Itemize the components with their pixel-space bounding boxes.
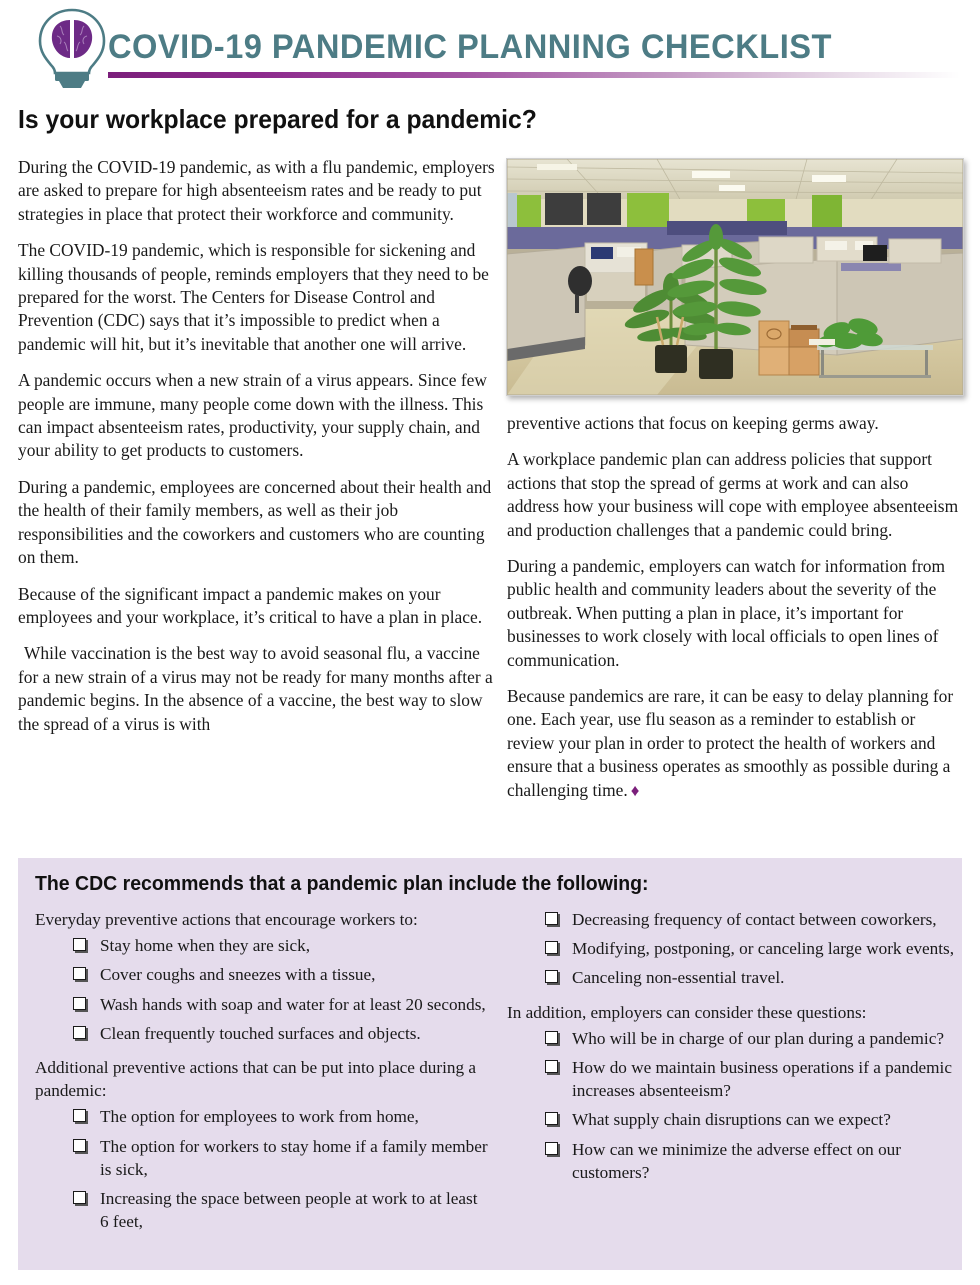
list-item-label: Who will be in charge of our plan during a pandemic? — [572, 1028, 944, 1048]
paragraph: preventive actions that focus on keeping germs away. — [507, 413, 879, 433]
checklist-workplace-measures — [507, 908, 955, 990]
list-item[interactable] — [545, 1056, 955, 1102]
list-item[interactable] — [73, 1022, 490, 1045]
cdc-recommendations-panel — [18, 858, 962, 1270]
paragraph-with-end-mark — [507, 685, 962, 802]
checkbox-icon[interactable] — [73, 1191, 86, 1204]
paragraph: The COVID-19 pandemic, which is responsible for sickening and killing thousands of people, reminds employers that they need to be prepared for the worst. The Centers for Disease Control and Prevention (CDC) says that it’s impossible to predict when a pandemic will hit, but it’s inevitable that another one will arrive. — [18, 240, 489, 354]
paragraph: Because of the significant impact a pandemic makes on your employees and your workplace, it’s critical to have a plan in place. — [18, 583, 483, 627]
checkbox-icon[interactable] — [545, 1112, 558, 1125]
checkbox-icon[interactable] — [545, 912, 558, 925]
list-item-label: How do we maintain business operations if a pandemic increases absenteeism? — [572, 1058, 952, 1101]
list-item-label: How can we minimize the adverse effect on our customers? — [572, 1139, 901, 1182]
paragraph: During a pandemic, employers can watch for information from public health and community leaders about the severity of the outbreak. When putting a plan in place, it’s important for businesses to work closely with local officials to open lines of communication. — [507, 556, 946, 670]
panel-lead-text: In addition, employers can consider these questions: — [507, 1002, 867, 1022]
list-item[interactable] — [73, 1135, 490, 1181]
masthead — [0, 0, 980, 96]
paragraph: During a pandemic, employees are concerned about their health and the health of their family members, as well as their job responsibilities and the coworkers and customers who are counting on them. — [18, 476, 492, 568]
checklist-additional-actions — [35, 1105, 490, 1233]
checkbox-icon[interactable] — [73, 997, 86, 1010]
checkbox-icon[interactable] — [73, 938, 86, 951]
list-item-label: Increasing the space between people at work to at least 6 feet, — [100, 1189, 478, 1232]
checkbox-icon[interactable] — [73, 1109, 86, 1122]
list-item[interactable] — [545, 966, 955, 989]
list-item-label: The option for workers to stay home if a family member is sick, — [100, 1136, 488, 1179]
office-cubicles-photo — [506, 158, 964, 396]
checkbox-icon[interactable] — [545, 1060, 558, 1073]
paragraph: During the COVID-19 pandemic, as with a flu pandemic, employers are asked to prepare for high absenteeism rates and be ready to put strategies in place that protect their workforce and community. — [18, 157, 495, 224]
article-left-column — [18, 156, 496, 736]
panel-left-column — [35, 908, 490, 1239]
list-item-label: Clean frequently touched surfaces and objects. — [100, 1023, 421, 1043]
panel-right-column — [507, 908, 955, 1190]
list-item[interactable] — [73, 993, 490, 1016]
list-item[interactable] — [545, 1108, 955, 1131]
checkbox-icon[interactable] — [73, 967, 86, 980]
end-of-article-diamond-icon: ♦ — [630, 780, 640, 800]
paragraph: A workplace pandemic plan can address policies that support actions that stop the spread of germs at work and can also address how your business will cope with employee absenteeism and production challenges that a pandemic could bring. — [507, 449, 959, 540]
list-item-label: Decreasing frequency of contact between coworkers, — [572, 910, 937, 929]
list-item-label: The option for employees to work from home, — [100, 1107, 419, 1127]
checkbox-icon[interactable] — [545, 970, 558, 983]
list-item[interactable] — [73, 1187, 490, 1233]
paragraph: While vaccination is the best way to avoid seasonal flu, a vaccine for a new strain of a virus may not be ready for many months after a pandemic begins. In the absence of a vaccine, the best way to slow the spread of a virus is with — [18, 643, 493, 734]
checklist-everyday-actions — [35, 934, 490, 1045]
list-item-label: Modifying, postponing, or canceling large work events, — [572, 939, 955, 959]
checkbox-icon[interactable] — [545, 1142, 558, 1155]
list-item-label: What supply chain disruptions can we expect? — [572, 1110, 891, 1130]
checkbox-icon[interactable] — [73, 1139, 86, 1152]
paragraph-text: Because pandemics are rare, it can be easy to delay planning for one. Each year, use flu season as a reminder to establish or review your plan in order to protect the health of workers and ensure that a business operates as smoothly as possible during a challenging time. — [507, 686, 954, 800]
list-item[interactable] — [545, 1027, 955, 1050]
list-item-label: Cover coughs and sneezes with a tissue, — [100, 965, 376, 985]
list-item[interactable] — [73, 1105, 490, 1128]
checkbox-icon[interactable] — [545, 941, 558, 954]
paragraph: A pandemic occurs when a new strain of a virus appears. Since few people are immune, many people come down with the illness. This can impact absenteeism rates, productivity, your supply chain, and your ability to get products to customers. — [18, 370, 487, 461]
checklist-employer-questions — [507, 1027, 955, 1184]
page-title: COVID-19 PANDEMIC PLANNING CHECKLIST — [108, 28, 832, 66]
panel-lead-text: Everyday preventive actions that encourage workers to: — [35, 910, 418, 929]
list-item[interactable] — [73, 934, 490, 957]
list-item[interactable] — [545, 908, 955, 931]
list-item[interactable] — [73, 963, 490, 986]
list-item[interactable] — [545, 1138, 955, 1184]
checkbox-icon[interactable] — [545, 1031, 558, 1044]
checkbox-icon[interactable] — [73, 1026, 86, 1039]
panel-lead-text: Additional preventive actions that can be put into place during a pandemic: — [35, 1058, 477, 1101]
brain-lightbulb-icon — [26, 6, 118, 92]
panel-title: The CDC recommends that a pandemic plan include the following: — [35, 872, 649, 895]
list-item-label: Stay home when they are sick, — [100, 936, 311, 956]
list-item-label: Wash hands with soap and water for at least 20 seconds, — [100, 994, 486, 1014]
list-item-label: Canceling non-essential travel. — [572, 968, 785, 988]
title-underline-rule — [108, 72, 960, 78]
article-right-column — [507, 412, 962, 802]
list-item[interactable] — [545, 937, 955, 960]
section-heading: Is your workplace prepared for a pandemic? — [18, 104, 537, 134]
